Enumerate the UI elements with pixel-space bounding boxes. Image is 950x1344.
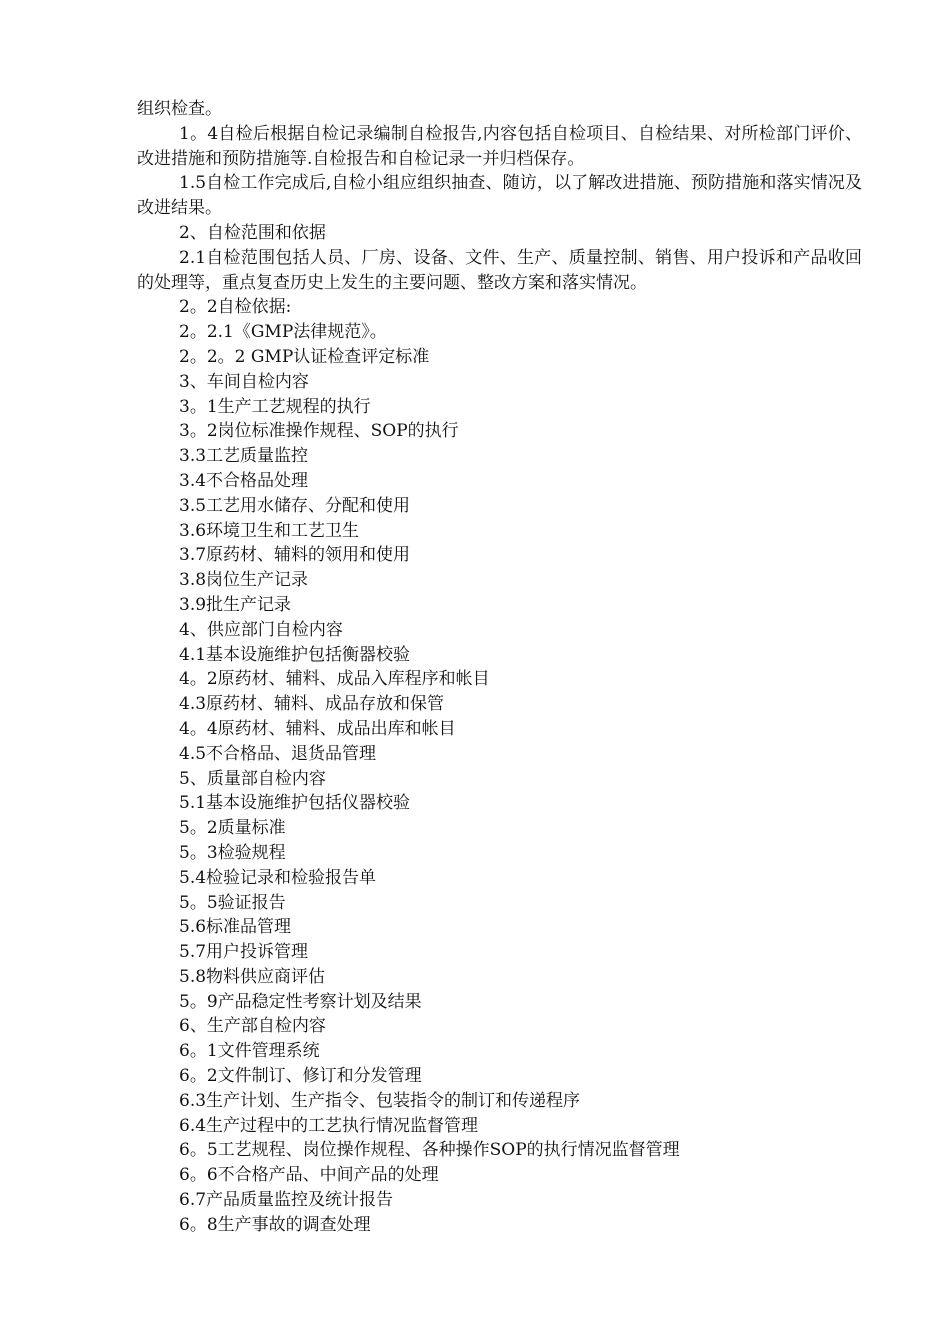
list-item: 4.1基本设施维护包括衡器校验 xyxy=(179,644,411,665)
list-item: 6.7产品质量监控及统计报告 xyxy=(179,1190,394,1211)
list-item: 3.8岗位生产记录 xyxy=(179,570,309,591)
list-item: 4。4原药材、辅料、成品出库和帐目 xyxy=(179,718,456,739)
paragraph-1-4: 1。4自检后根据自检记录编制自检报告,内容包括自检项目、自检结果、对所检部门评价、改进措施和预防措施等.自检报告和自检记录一并归档保存。 xyxy=(137,123,862,169)
list-item: 5.6标准品管理 xyxy=(179,917,292,938)
list-item: 2。2自检依据: xyxy=(179,297,292,318)
paragraph-1-5: 1.5自检工作完成后,自检小组应组织抽查、随访，以了解改进措施、预防措施和落实情况及改进结果。 xyxy=(137,173,862,219)
list-item: 5。3检验规程 xyxy=(179,842,286,863)
list-item: 2。2。2 GMP认证检查评定标准 xyxy=(179,346,430,367)
list-item: 5.7用户投诉管理 xyxy=(179,942,309,963)
list-item: 5.4检验记录和检验报告单 xyxy=(179,867,377,888)
list-item: 4.3原药材、辅料、成品存放和保管 xyxy=(179,694,445,715)
section-heading: 6、生产部自检内容 xyxy=(179,1016,326,1037)
list-item: 4.5不合格品、退货品管理 xyxy=(179,743,377,764)
list-item: 4。2原药材、辅料、成品入库程序和帐目 xyxy=(179,669,490,690)
list-item: 5。9产品稳定性考察计划及结果 xyxy=(179,991,422,1012)
list-item: 6。8生产事故的调查处理 xyxy=(179,1214,371,1235)
list-item: 5。2质量标准 xyxy=(179,818,286,839)
list-item: 3.6环境卫生和工艺卫生 xyxy=(179,520,360,541)
section-heading-2: 2、自检范围和依据 xyxy=(179,222,326,243)
list-item: 3.9批生产记录 xyxy=(179,594,292,615)
list-item: 6。5工艺规程、岗位操作规程、各种操作SOP的执行情况监督管理 xyxy=(179,1140,680,1161)
paragraph-continuation: 组织检查。 xyxy=(137,99,222,119)
list-item: 6。2文件制订、修订和分发管理 xyxy=(179,1066,422,1087)
list-item: 3.5工艺用水储存、分配和使用 xyxy=(179,495,411,516)
list-item: 3.3工艺质量监控 xyxy=(179,446,309,467)
list-item: 6。1文件管理系统 xyxy=(179,1041,320,1062)
list-item: 6.4生产过程中的工艺执行情况监督管理 xyxy=(179,1115,479,1136)
document-body xyxy=(137,97,862,1238)
list-item: 3。2岗位标准操作规程、SOP的执行 xyxy=(179,421,459,442)
section-heading: 5、质量部自检内容 xyxy=(179,768,326,789)
paragraph-2-1: 2.1自检范围包括人员、厂房、设备、文件、生产、质量控制、销售、用户投诉和产品收回的处理等，重点复查历史上发生的主要问题、整改方案和落实情况。 xyxy=(137,247,862,293)
list-item: 3.4不合格品处理 xyxy=(179,470,309,491)
section-heading: 4、供应部门自检内容 xyxy=(179,619,343,640)
list-item: 3.7原药材、辅料的领用和使用 xyxy=(179,545,411,566)
list-item: 5.8物料供应商评估 xyxy=(179,966,326,987)
list-item: 6。6不合格产品、中间产品的处理 xyxy=(179,1165,439,1186)
list-item: 6.3生产计划、生产指令、包装指令的制订和传递程序 xyxy=(179,1090,581,1111)
list-item: 5。5验证报告 xyxy=(179,892,286,913)
list-item: 5.1基本设施维护包括仪器校验 xyxy=(179,793,411,814)
section-heading: 3、车间自检内容 xyxy=(179,371,309,392)
list-item: 3。1生产工艺规程的执行 xyxy=(179,396,371,417)
list-item: 2。2.1《GMP法律规范》。 xyxy=(179,322,387,343)
